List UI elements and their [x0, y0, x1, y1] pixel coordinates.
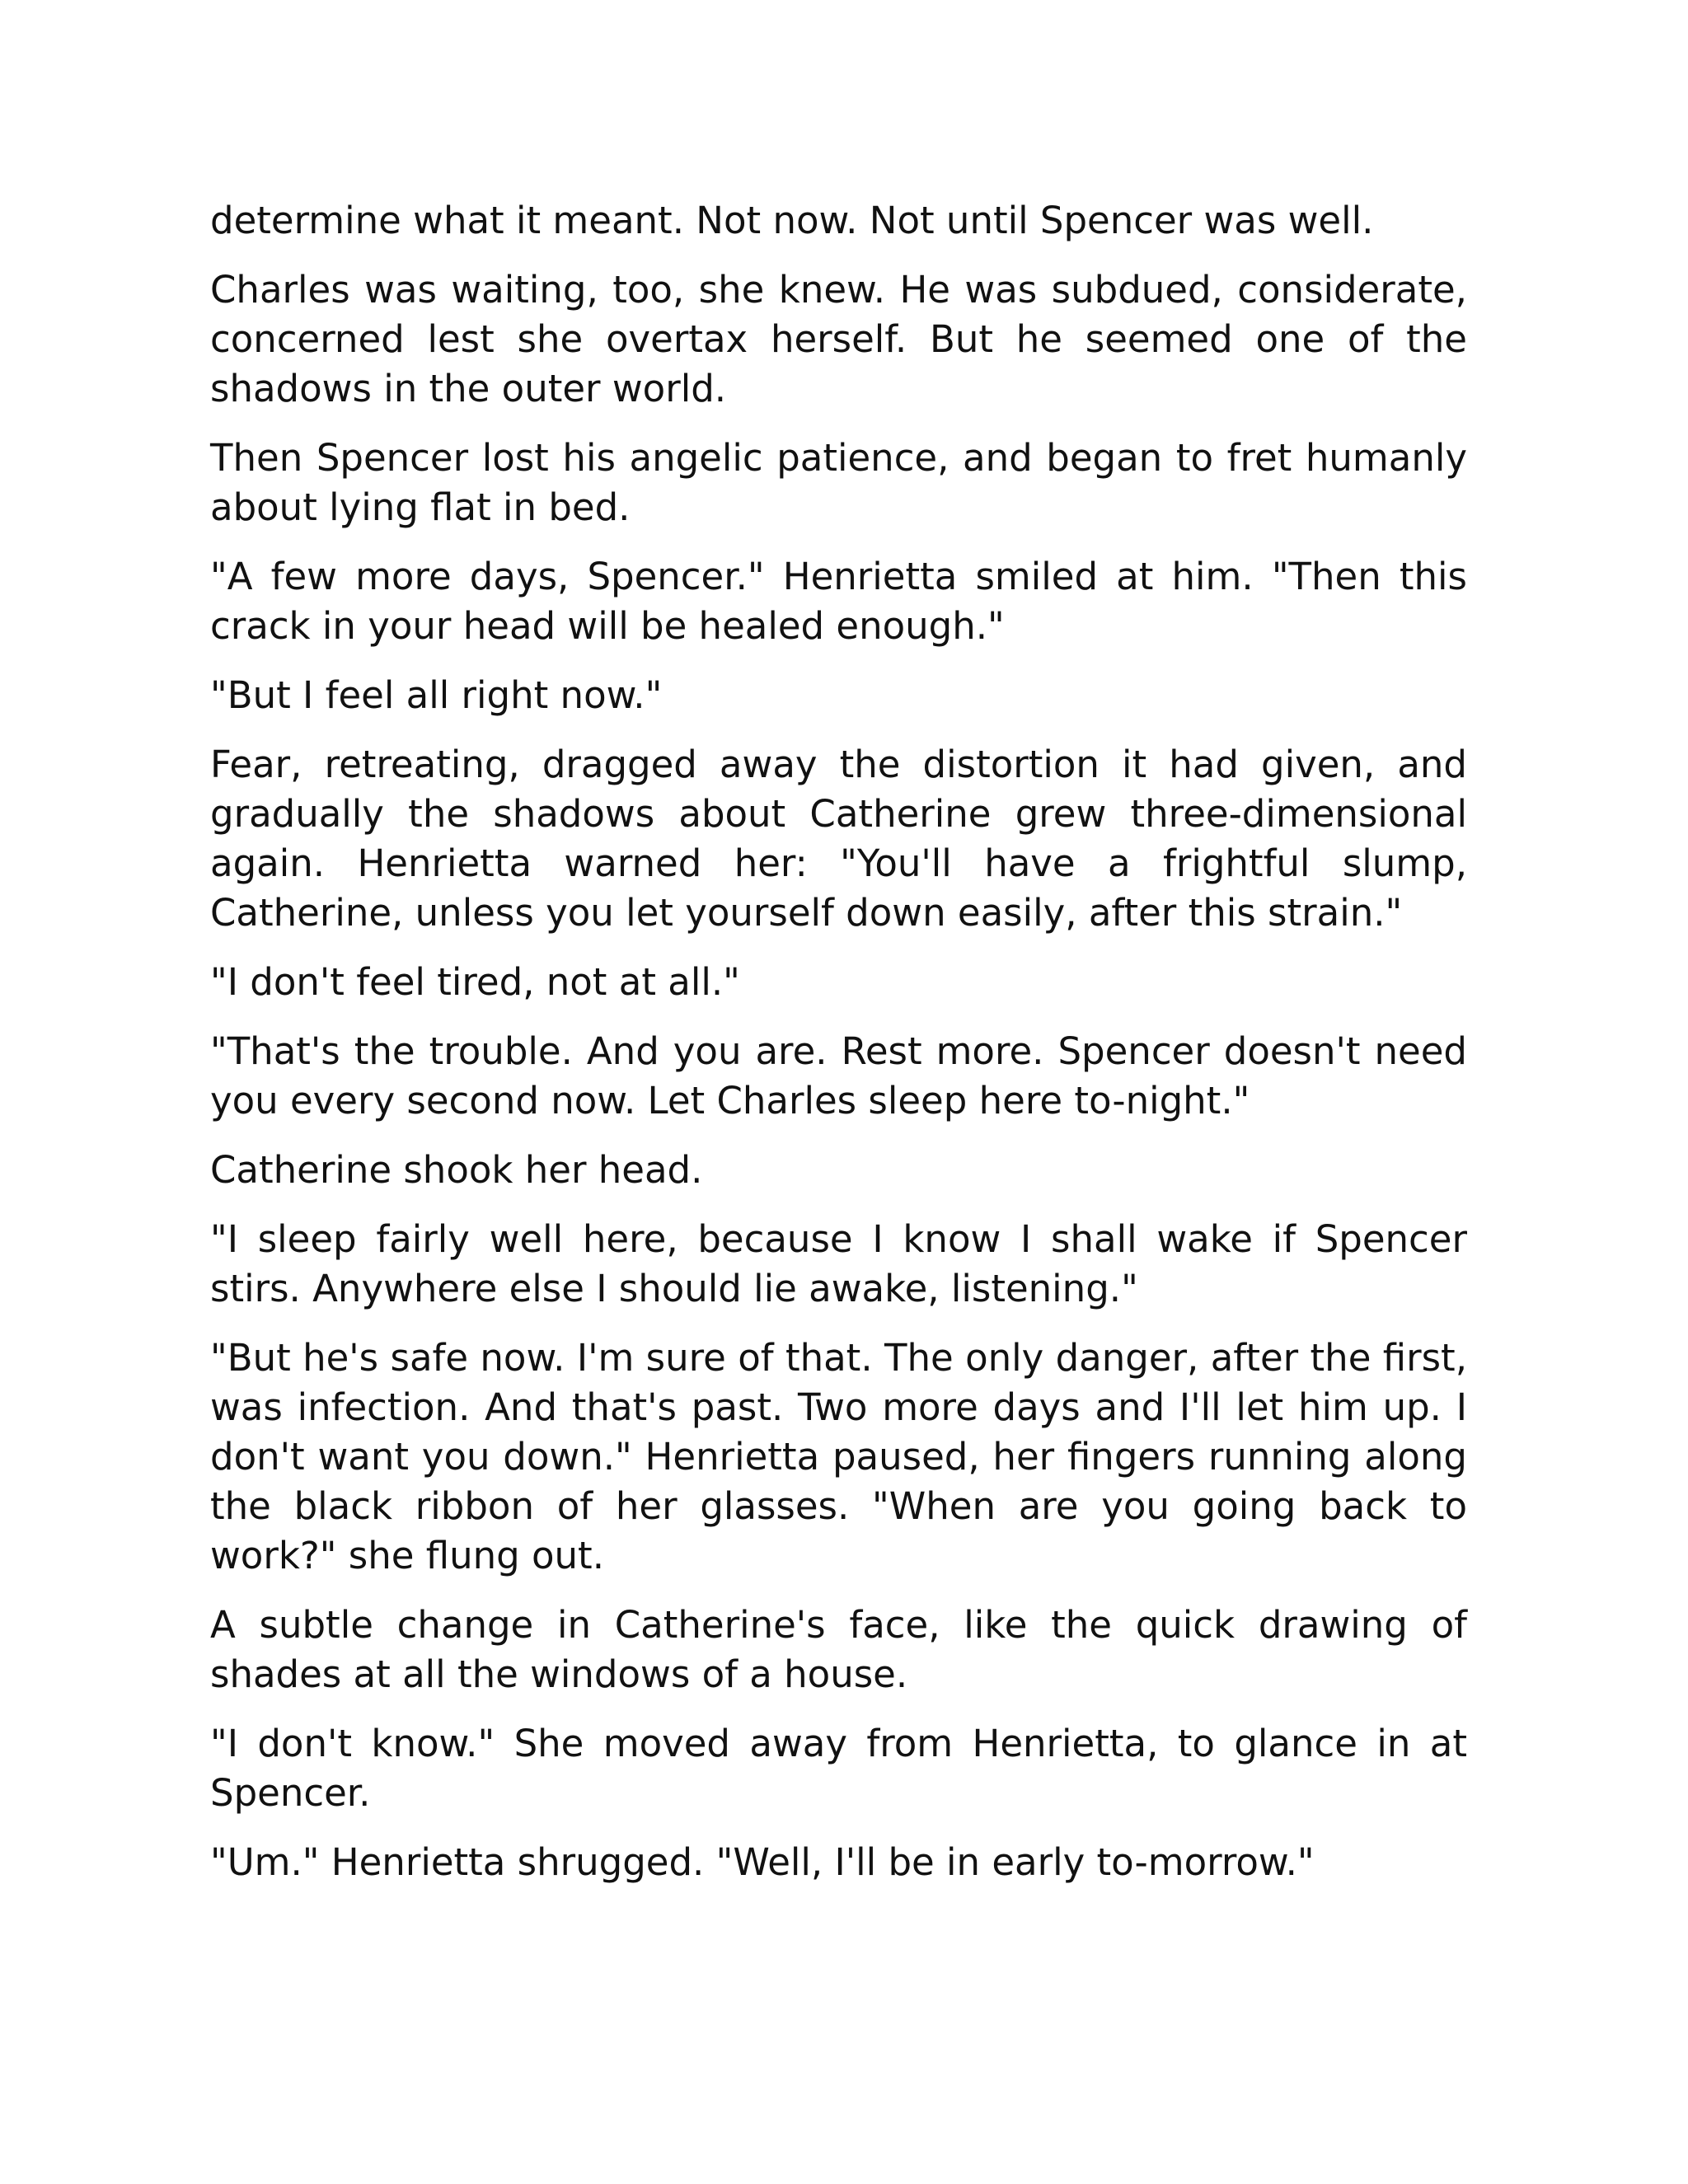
page-body [210, 196, 1467, 1907]
paragraph-6: Fear, retreating, dragged away the distortion it had given, and gradually the shadows about Catherine grew three-dimensional again. Henrietta warned her: "You'll have a frightful slump, Catherine, unless you let yourself down easily, after this strain." [210, 743, 1467, 935]
paragraph-9: Catherine shook her head. [210, 1148, 703, 1192]
paragraph-8: "That's the trouble. And you are. Rest more. Spencer doesn't need you every second now. Let Charles sleep here to-night." [210, 1029, 1467, 1122]
paragraph-3: Then Spencer lost his angelic patience, and began to fret humanly about lying flat in bed. [210, 436, 1467, 529]
paragraph-2: Charles was waiting, too, she knew. He was subdued, considerate, concerned lest she overtax herself. But he seemed one of the shadows in the outer world. [210, 268, 1467, 410]
paragraph-11: "But he's safe now. I'm sure of that. The only danger, after the first, was infection. And that's past. Two more days and I'll let him up. I don't want you down." Henrietta paused, her fingers running along the black ribbon of her glasses. "When are you going back to work?" she flung out. [210, 1336, 1467, 1577]
paragraph-14: "Um." Henrietta shrugged. "Well, I'll be in early to-morrow." [210, 1840, 1315, 1884]
paragraph-13: "I don't know." She moved away from Henrietta, to glance in at Spencer. [210, 1722, 1467, 1815]
paragraph-5: "But I feel all right now." [210, 673, 663, 717]
paragraph-10: "I sleep fairly well here, because I know I shall wake if Spencer stirs. Anywhere else I should lie awake, listening." [210, 1217, 1467, 1310]
paragraph-12: A subtle change in Catherine's face, like the quick drawing of shades at all the windows of a house. [210, 1603, 1467, 1696]
paragraph-4: "A few more days, Spencer." Henrietta smiled at him. "Then this crack in your head will be healed enough." [210, 555, 1467, 648]
paragraph-7: "I don't feel tired, not at all." [210, 960, 740, 1004]
paragraph-1: determine what it meant. Not now. Not until Spencer was well. [210, 199, 1374, 242]
